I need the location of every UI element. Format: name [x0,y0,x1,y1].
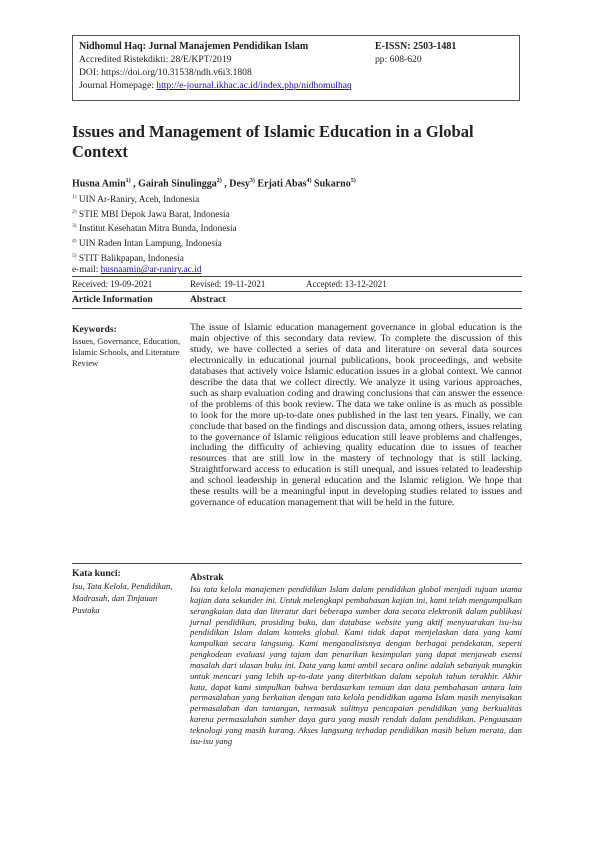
affiliation-text: UIN Raden Intan Lampung, Indonesia [76,239,222,250]
affiliation-text: STIE MBI Depok Jawa Barat, Indonesia [76,209,230,220]
author-sup: 5) [350,178,356,184]
affiliation-text: UIN Ar-Raniry, Aceh, Indonesia [76,195,200,206]
journal-accreditation: Accredited Ristekdikti: 28/E/KPT/2019 [79,54,232,65]
author-name: Erjati Abas [257,178,307,190]
abstract-header: Abstract [190,294,226,305]
affiliation-sup: 5) [72,252,77,259]
author-name: Desy [229,178,250,190]
journal-row-1 [79,40,513,53]
divider-dates [72,291,522,292]
journal-row-2 [79,53,513,66]
author-sup: 1) [125,178,131,184]
journal-row-4 [79,79,513,92]
author-separator: , [221,178,230,190]
revised-date: Revised: 19-11-2021 [190,279,266,289]
kata-kunci-text: Isu, Tata Kelola, Pendidikan, Madrasah, dan Tinjauan Pustaka [72,581,173,615]
dates-row [72,279,522,291]
keywords-text: Issues, Governance, Education, Islamic Schools, and Literature Review [72,336,181,368]
affiliation [72,192,522,207]
divider-abstract [72,563,522,564]
affiliation-text: Institut Kesehatan Mitra Bunda, Indonesia [76,224,237,235]
affiliation [72,236,522,251]
affiliation-sup: 4) [72,238,77,245]
journal-pages: pp: 608-620 [375,54,422,65]
journal-eissn: E-ISSN: 2503-1481 [375,41,457,52]
journal-homepage-label: Journal Homepage: [79,80,157,91]
affiliation [72,251,522,266]
affiliation-sup: 2) [72,208,77,215]
author-sup: 2) [216,178,222,184]
journal-doi: DOI: https://doi.org/10.31538/ndh.v6i3.1808 [79,67,252,78]
received-date: Received: 19-09-2021 [72,279,153,289]
author-list [72,178,522,189]
journal-name: Nidhomul Haq: Jurnal Manajemen Pendidikan Islam [79,41,309,52]
affiliation [72,221,522,236]
author-name: Sukarno [314,178,351,190]
author-name: Gairah Sinulingga [138,178,217,190]
affiliation-text: STIT Balikpapan, Indonesia [76,253,184,264]
kata-kunci-label: Kata kunci: [72,568,121,579]
paper-title: Issues and Management of Islamic Education in a Global Context [72,122,474,161]
accepted-date: Accepted: 13-12-2021 [306,279,387,289]
author-name: Husna Amin [72,178,126,190]
divider-headers [72,308,522,309]
affiliation [72,207,522,222]
email-link[interactable]: husnaamin@ar-raniry.ac.id [100,265,202,276]
keywords-label: Keywords: [72,324,117,335]
article-info-header: Article Information [72,294,153,305]
affiliation-sup: 1) [72,194,77,200]
journal-info-box [72,35,520,101]
email-label: e-mail: [72,265,101,276]
author-sup: 4) [306,178,312,184]
journal-row-3 [79,66,513,79]
affiliation-list [72,192,522,277]
divider-top [72,276,522,277]
journal-homepage-link[interactable]: http://e-journal.ikhac.ac.id/index.php/nidhomulhaq [156,80,352,91]
affiliation-sup: 3) [72,223,77,230]
abstrak-header: Abstrak [190,572,224,583]
author-separator: , [130,178,139,190]
author-sup: 3) [249,178,255,184]
abstract-indonesian: Isu tata kelola manajemen pendidikan Islam dalam pendidikan global menjadi tujuan utama kajian data sekunder ini. Untuk melengkapi pembahasan kajian ini, kami telah mengumpulkan serangkaian data dan literatur dari beberapa sumber data secara elektronik dalam publikasi jurnal pendidikan, prosiding buku, dan database website yang aktif menyuarakan isu-isu pendidikan Islam dalam konteks global. Kami tidak dapat menjelaskan data yang kami kumpulkan secara langsung. Kami menganalisisnya dengan berbagai pendekatan, seperti pengkodean evaluasi yang tajam dan penarikan kesimpulan yang dapat menjawab esensi masalah dari ulasan buku ini. Data yang kami ambil secara online adalah sebanyak mungkin untuk mencari yang lebih up-to-date yang diterbitkan dalam sepuluh tahun terakhir. Akhir kata, dapat kami simpulkan bahwa berdasarkan temuan dan data pembahasan antara lain permasalahan yang berkaitan dengan tata kelola pendidikan agama Islam masih menyisakan permasalahan dan tantangan, termasuk sulitnya pencapaian pendidikan yang berkualitas karena permasalahan sumber daya guru yang masih rendah dalam pendidikan. Penguasaan teknologi yang masih kurang. Akses langsung terhadap pendidikan masih belum merata, dan isu-isu yang [190,584,522,746]
abstract-english: The issue of Islamic education management governance in global education is the main objective of this secondary data review. To complete the discussion of this study, we have collected a series of data and literature on several data sources electronically in educational journal publications, book proceedings, and website databases that actively voice Islamic education issues in a global context. We cannot describe the data that we collect directly. We analyze it using various approaches, such as sharp evaluation coding and drawing conclusions that can answer the essence of the problems of this book review. The data we take online is as much as possible to look for the more up-to-date ones published in the last ten years. Finally, we can conclude that based on the findings and discussion data, among others, issues relating to the governance of Islamic religious education still leave problems and challenges, including the difficulty of achieving quality education due to issues of teacher resources that are still low in the mastery of technology that is still lacking. Straightforward access to education is still unequal, and issues related to leadership and school leadership in general education and the Islamic religion. We hope that these results will be a meaningful input in developing studies related to issues and governance of education management that will be held in the future. [190,322,522,509]
